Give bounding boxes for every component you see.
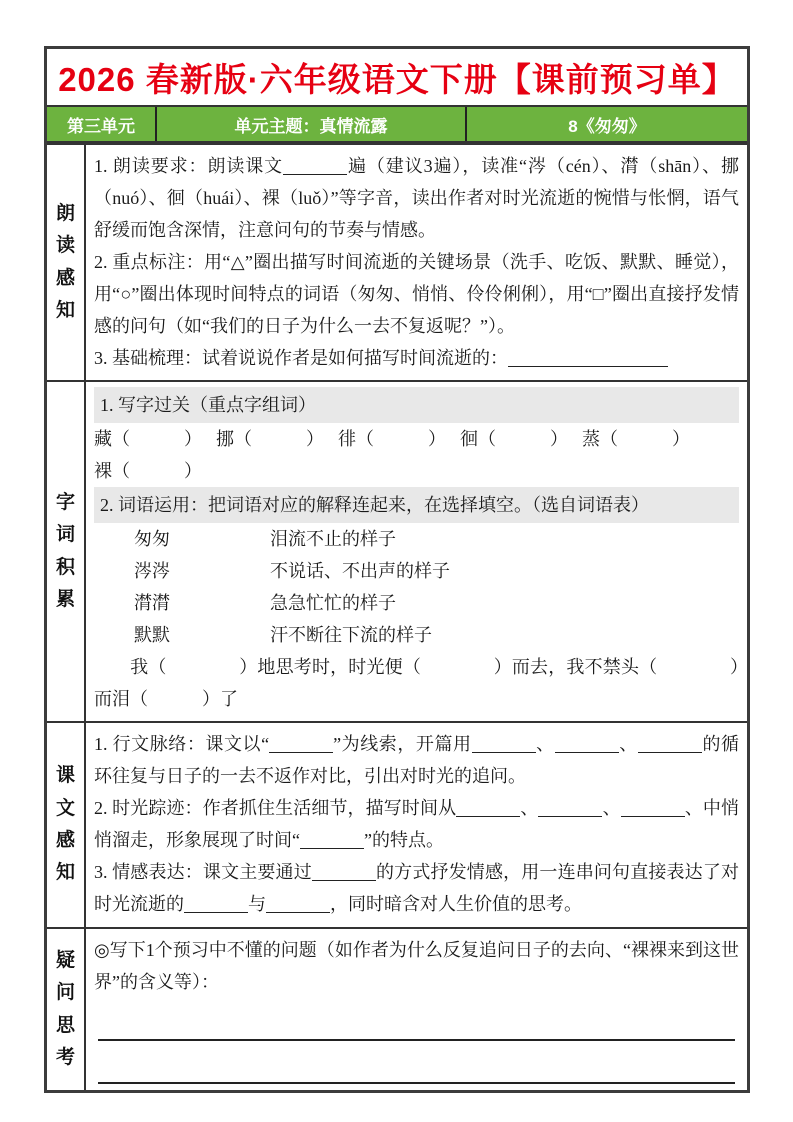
section-reading (47, 143, 747, 380)
section-label: 课文感知 (55, 765, 75, 884)
reading-item-2: 2. 重点标注：用“△”圈出描写时间流逝的关键场景（洗手、吃饭、默默、睡觉），用“○”圈出体现时间特点的词语（匆匆、悄悄、伶伶俐俐），用“□”圈出直接抒发情感的问句（如“我们的日子为什么一去不复返呢？”）。 (94, 252, 739, 336)
reading-item-1: 1. 朗读要求：朗读课文 遍（建议3遍），读准“涔（cén）、潸（shān）、挪（nuó）、徊（huái）、裸（luǒ）”等字音，读出作者对时光流逝的惋惜与怅惘，语气舒缓而饱含深情，注意问句的节奏与情感。 (94, 156, 739, 240)
char-practice-line-1 (94, 423, 739, 455)
text-item-1: 1. 行文脉络：课文以“ ”为线索，开篇用 、 、 的循环往复与日子的一去不返作对比，引出对时光的追问。 (94, 734, 740, 786)
pair-meaning: 不说话、不出声的样子 (270, 561, 450, 581)
char-blank: 蒸（ ） (582, 429, 690, 449)
section-text-content (86, 723, 747, 927)
words-heading-2: 2. 词语运用：把词语对应的解释连起来，在选择填空。（选自词语表） (94, 487, 739, 523)
question-prompt: ◎写下1个预习中不懂的问题（如作者为什么反复追问日子的去向、“裸裸来到这世界”的含义等）： (94, 940, 739, 992)
pair-word: 涔涔 (134, 561, 170, 581)
char-practice-line-2 (94, 455, 739, 487)
page-title: 2026 春新版·六年级语文下册【课前预习单】 (58, 60, 736, 98)
words-fill-sentence (94, 651, 739, 715)
text-item-2: 2. 时光踪迹：作者抓住生活细节，描写时间从 、 、 、中悄悄溜走，形象展现了时间“ ”的特点。 (94, 798, 740, 850)
word-pair (94, 555, 739, 587)
fill-text: 我（ ）地思考时，时光便（ ）而去，我不禁头（ ）而泪（ ）了 (94, 657, 739, 709)
pair-word: 潸潸 (134, 593, 170, 613)
section-words-content (86, 382, 747, 721)
pair-word: 匆匆 (134, 529, 170, 549)
section-label: 字词积累 (55, 491, 75, 610)
char-blank: 裸（ ） (94, 461, 202, 481)
pair-meaning: 泪流不止的样子 (270, 529, 396, 549)
char-blank: 徊（ ） (460, 429, 568, 449)
word-pair (94, 619, 739, 651)
char-blank: 徘（ ） (338, 429, 446, 449)
answer-writing-line (98, 998, 735, 1041)
pair-meaning: 汗不断往下流的样子 (270, 625, 432, 645)
section-reading-label-cell (47, 145, 86, 380)
section-words-label-cell (47, 382, 86, 721)
char-blank: 藏（ ） (94, 429, 202, 449)
unit-header (47, 105, 747, 143)
worksheet (44, 46, 750, 1093)
pair-meaning: 急急忙忙的样子 (270, 593, 396, 613)
answer-writing-line (98, 1041, 735, 1084)
section-text (47, 721, 747, 927)
pair-word: 默默 (134, 625, 170, 645)
section-label: 疑问思考 (55, 949, 75, 1068)
section-text-label-cell (47, 723, 86, 927)
reading-item-3: 3. 基础梳理：试着说说作者是如何描写时间流逝的： (94, 342, 739, 374)
words-heading-1: 1. 写字过关（重点字组词） (94, 387, 739, 423)
section-question-label-cell (47, 929, 86, 1090)
section-label: 朗读感知 (55, 202, 75, 321)
text-item-3: 3. 情感表达：课文主要通过 的方式抒发情感，用一连串问句直接表达了对时光流逝的 与 ，同时暗含对人生价值的思考。 (94, 862, 739, 914)
word-pair (94, 587, 739, 619)
section-reading-content (86, 145, 747, 380)
unit-number: 第三单元 (67, 116, 135, 136)
unit-theme: 单元主题：真情流露 (155, 107, 465, 141)
char-blank: 挪（ ） (216, 429, 324, 449)
section-question-content (86, 929, 747, 1090)
word-pair (94, 523, 739, 555)
section-question (47, 927, 747, 1090)
section-words (47, 380, 747, 721)
lesson-title: 8《匆匆》 (465, 107, 747, 141)
